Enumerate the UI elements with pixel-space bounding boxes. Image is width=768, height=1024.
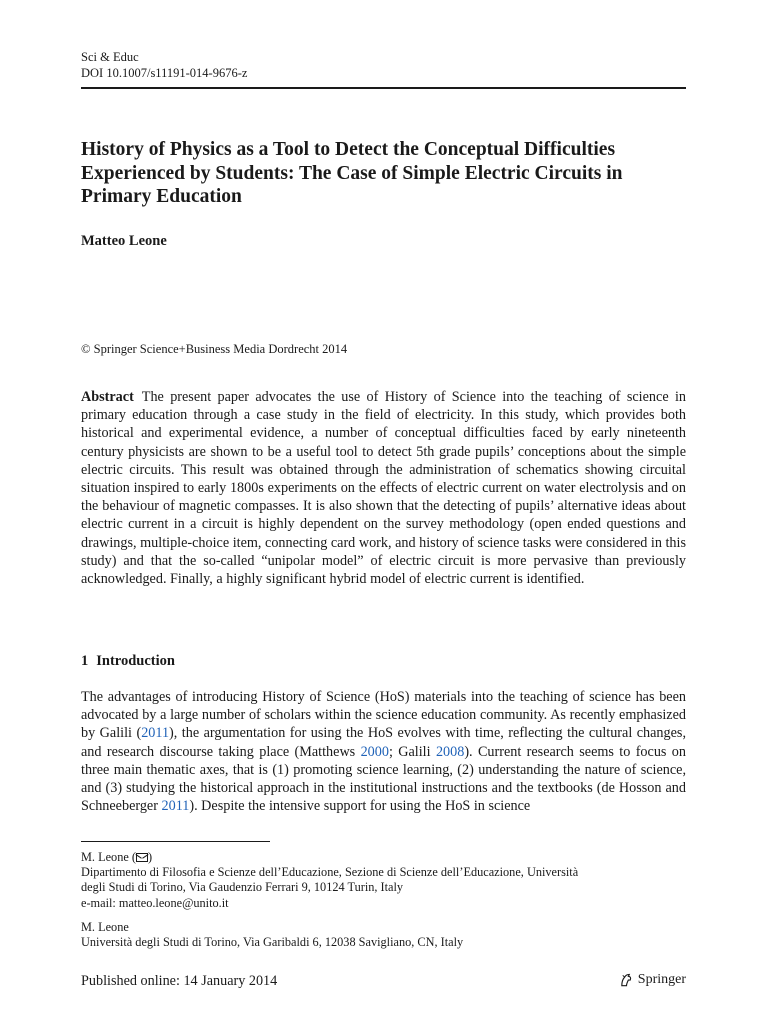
publisher-logo bbox=[619, 972, 686, 988]
intro-text: ). Despite the intensive support for using the HoS in science bbox=[189, 798, 531, 815]
intro-text: The advantages of introducing History of Science (HoS) materials into the teaching of science has been advocated by a large number of scholars within the science education community. As recently emphasized by Galili ( bbox=[81, 689, 686, 742]
journal-header bbox=[81, 49, 247, 81]
affiliation-primary bbox=[81, 850, 686, 911]
citation-link[interactable]: 2008 bbox=[435, 743, 465, 760]
abstract-label: Abstract bbox=[81, 389, 134, 405]
author-name: Matteo Leone bbox=[81, 233, 167, 249]
affiliation-address: degli Studi di Torino, Via Gaudenzio Ferrari 9, 10124 Turin, Italy bbox=[81, 880, 404, 895]
affiliation-author-close: ) bbox=[147, 850, 153, 864]
section-number: 1 bbox=[81, 653, 89, 669]
affiliation-department: Dipartimento di Filosofia e Scienze dell’Educazione, Sezione di Scienze dell’Educazione, Università bbox=[81, 865, 579, 880]
publisher-name: Springer bbox=[637, 972, 686, 987]
section-title: Introduction bbox=[96, 653, 175, 669]
footnote-rule bbox=[81, 841, 270, 842]
affiliation-author-name: M. Leone ( bbox=[81, 850, 136, 864]
affiliation-email[interactable]: e-mail: matteo.leone@unito.it bbox=[81, 895, 229, 910]
affiliation-author bbox=[81, 850, 686, 865]
affiliation-author: M. Leone bbox=[81, 920, 129, 934]
header-rule bbox=[81, 87, 686, 89]
abstract bbox=[81, 388, 686, 588]
abstract-text: The present paper advocates the use of History of Science into the teaching of science in primary education through a case study in the field of electricity. In this study, which provides both historical and experimental evidence, a number of conceptual difficulties faced by early nineteenth century physicists are shown to be a useful tool to detect 5th grade pupils’ conceptions about the simple electric circuits. This result was obtained through the administration of schematics showing circuital situation inspired to early 1800s experiments on the effects of electric current on water electrolysis and on the behaviour of magnetic compasses. It is also shown that the detecting of pupils’ alternative ideas about electric current in a circuit is highly dependent on the survey methodology (open ended questions and drawings, multiple-choice item, connecting card work, and history of science tasks were considered in this study) and that the so-called “unipolar model” of electric circuit is more pervasive than previously acknowledged. Finally, a highly significant hybrid model of electric current is identified. bbox=[81, 389, 686, 588]
published-date: Published online: 14 January 2014 bbox=[81, 973, 278, 989]
intro-text: ). Current research seems to focus on three main thematic axes, that is (1) promoting science learning, (2) understanding the nature of science, and (3) studying the historical approach in the institutional instructions and the textbooks (de Hosson and Schneeberger bbox=[81, 743, 686, 815]
intro-text: ; Galili bbox=[388, 743, 436, 760]
affiliation-address: Università degli Studi di Torino, Via Garibaldi 6, 12038 Savigliano, CN, Italy bbox=[81, 935, 464, 950]
intro-text: ), the argumentation for using the HoS evolves with time, reflecting the cultural changes, and research discourse taking place (Matthews bbox=[81, 725, 686, 760]
journal-name: Sci & Educ bbox=[81, 50, 139, 64]
envelope-icon bbox=[136, 853, 148, 862]
citation-link[interactable]: 2011 bbox=[161, 798, 190, 815]
affiliation-secondary bbox=[81, 920, 686, 950]
section-heading bbox=[81, 653, 175, 670]
springer-horse-icon bbox=[619, 972, 634, 988]
citation-link[interactable]: 2011 bbox=[141, 725, 170, 742]
article-title: History of Physics as a Tool to Detect the Conceptual Difficulties Experienced by Students: The Case of Simple Electric Circuits in Primary Education bbox=[81, 139, 623, 207]
copyright-notice: © Springer Science+Business Media Dordrecht 2014 bbox=[81, 342, 348, 356]
introduction-paragraph bbox=[81, 688, 686, 815]
doi: DOI 10.1007/s11191-014-9676-z bbox=[81, 66, 248, 80]
citation-link[interactable]: 2000 bbox=[360, 743, 389, 760]
